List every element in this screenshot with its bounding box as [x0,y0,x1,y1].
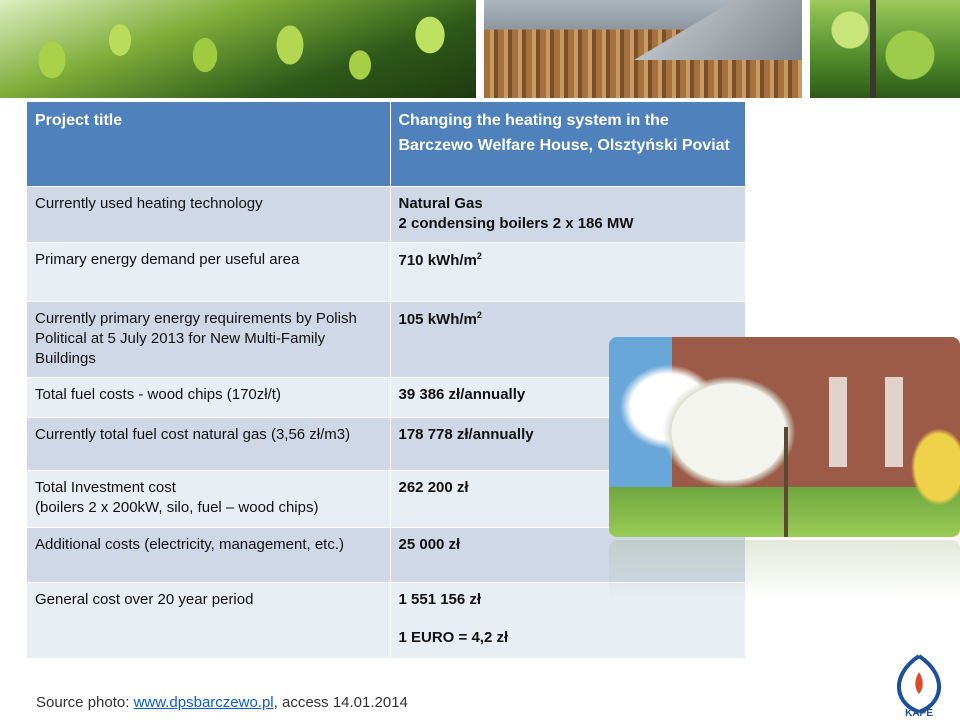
row-label: Currently primary energy requirements by Polish Political at 5 July 2013 for New Multi-Family Buildings [27,301,390,377]
row-label-line: Total Investment cost [35,478,176,496]
source-link[interactable]: www.dpsbarczewo.pl [133,694,274,711]
superscript: 2 [476,250,482,261]
row-label: Additional costs (electricity, management, etc.) [27,527,390,582]
logo-text: KAPE [905,708,933,718]
welfare-house-photo [609,337,960,537]
row-value-line: 2 condensing boilers 2 x 186 MW [398,215,634,233]
source-suffix: , access 14.01.2014 [273,694,408,711]
header-label-cell: Project title [27,102,390,187]
row-value: 262 200 zł [390,470,745,527]
source-prefix: Source photo: [36,694,134,711]
kape-logo [884,652,954,718]
table-header-row [27,102,745,187]
header-value-cell: Changing the heating system in the Barczewo Welfare House, Olsztyński Poviat [390,102,745,187]
row-label-line: (boilers 2 x 200kW, silo, fuel – wood chips) [35,498,319,516]
row-label: Primary energy demand per useful area [27,242,390,301]
table-row [27,187,745,243]
row-value-line: Natural Gas [398,195,483,212]
woodpile-photo [484,0,802,98]
row-label [27,470,390,527]
row-value-text: 105 kWh/m [398,310,477,328]
row-value-text: 710 kWh/m [398,251,477,269]
spruce-needles-photo [0,0,476,98]
row-label: Currently total fuel cost natural gas (3,56 zł/m3) [27,417,390,470]
row-value: 178 778 zł/annually [390,417,745,470]
flame-icon [915,672,923,694]
row-value [390,187,745,243]
photo-reflection [609,540,960,600]
row-label: Currently used heating technology [27,187,390,243]
table-row [27,242,745,301]
row-value: 25 000 zł [390,527,745,582]
row-label: General cost over 20 year period [27,582,390,658]
row-value-line: 1 EURO = 4,2 zł [398,628,509,646]
forest-trees-photo [810,0,960,98]
superscript: 2 [476,309,482,320]
row-label: Total fuel costs - wood chips (170zł/t) [27,377,390,417]
row-value [390,242,745,301]
row-value-line: 1 551 156 zł [398,590,482,608]
row-value: 39 386 zł/annually [390,377,745,417]
photo-source-caption [36,694,408,711]
